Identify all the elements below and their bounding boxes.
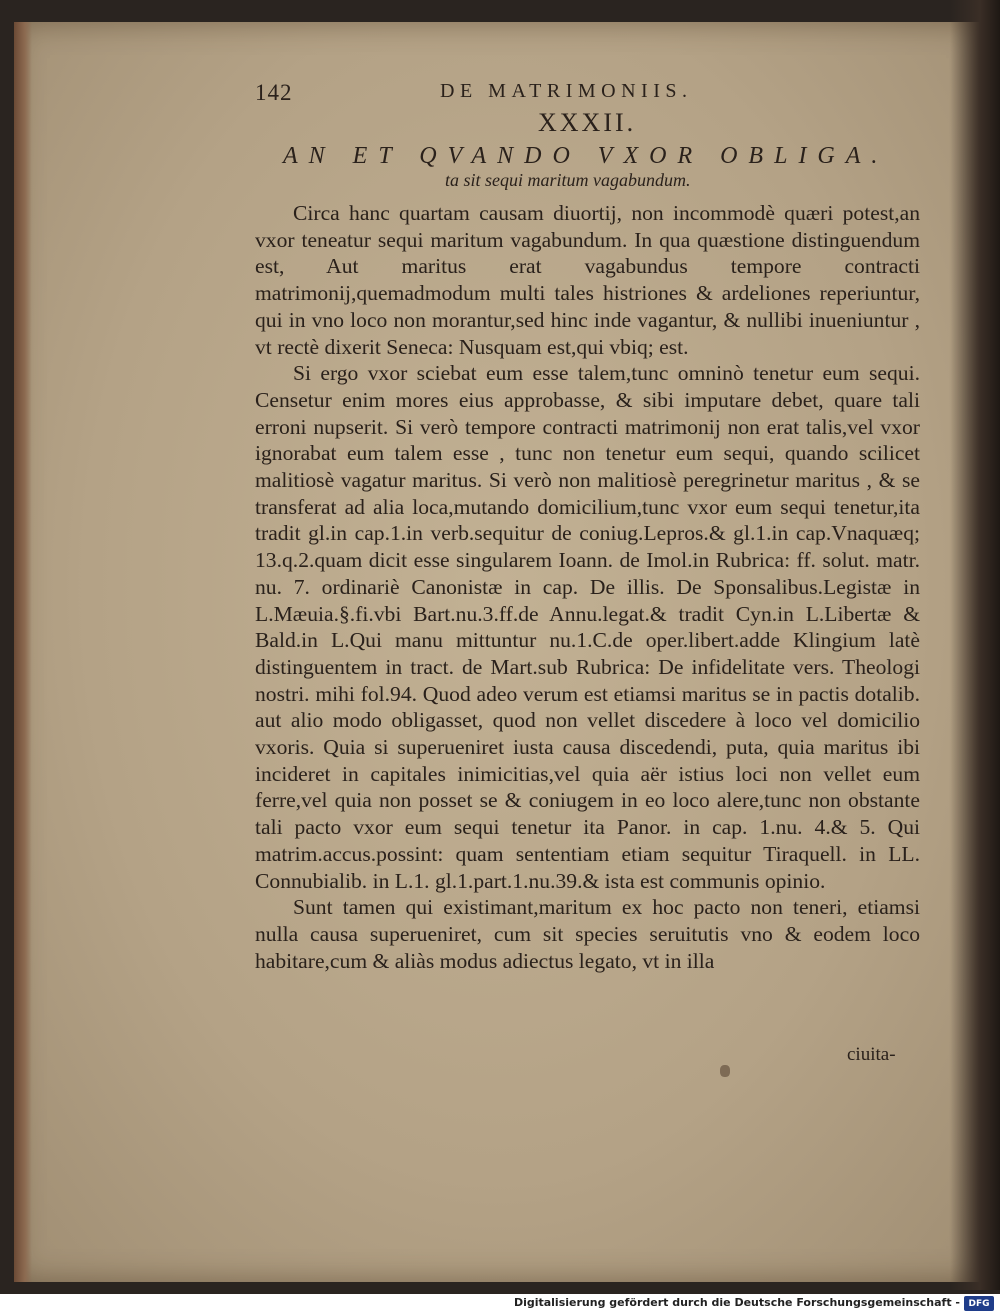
paragraph-2: Si ergo vxor sciebat eum esse talem,tunc omninò tenetur eum sequi. Censetur enim mores eius approbasse, & sibi imputare debet, quare tali erroni nupserit. Si verò tempore contracti matrimonij non erat talis,vel vxor ignorabat eum talem esse , tunc non tenetur eum sequi, quando scilicet malitiosè vagatur maritus. Si verò non malitiosè peregrinetur maritus , & se transferat ad alia loca,mutando domicilium,tunc vxor eum sequi tenetur,ita tradit gl.in cap.1.in verb.sequitur de coniug.Lepros.& gl.1.in cap.Vnaquæq; 13.q.2.quam dicit esse singularem Ioann. de Imol.in Rubrica: ff. solut. matr. nu. 7. ordinariè Canonistæ in cap. De illis. De Sponsalibus.Legistæ in L.Mæuia.§.fi.vbi Bart.nu.3.ff.de Annu.legat.& tradit Cyn.in L.Libertæ & Bald.in L.Qui manu mittuntur nu.1.C.de oper.libert.adde Klingium latè distinguentem in tract. de Mart.sub Rubrica: De infidelitate vers. Theologi nostri. mihi fol.94. Quod adeo verum est etiamsi maritus se in pactis dotalib. aut alio modo obligasset, quod non vellet discedere à loco vel domicilio vxoris. Quia si superueniret iusta causa discedendi, puta, quia maritus ibi incideret in capitales inimicitias,vel quia aër istius loci non vellet eum ferre,vel quia non posset se & coniugem in eo loco alere,tunc non obstante tali pacto vxor eum sequi tenetur ita Panor. in cap. 1.nu. 4.& 5. Qui matrim.accus.possint: quam sententiam etiam sequitur Tiraquell. in LL. Connubialib. in L.1. gl.1.part.1.nu.39.& ista est communis opinio. xyxy=(255,361,920,893)
chapter-title-line-2: ta sit sequi maritum vagabundum. xyxy=(445,170,691,190)
paragraph-1: Circa hanc quartam causam diuortij, non incommodè quæri potest,an vxor teneatur sequi maritum vagabundum. In qua quæstione distinguendum est, Aut maritus erat vagabundus tempore contracti matrimonij,quemadmodum multi tales histriones & ardeliones reperiuntur, qui in vno loco non morantur,sed hinc inde vagantur, & nullibi inueniuntur , vt rectè dixerit Seneca: Nusquam est,qui vbiq; est. xyxy=(255,201,920,359)
dfg-logo-icon: DFG xyxy=(964,1296,994,1311)
ink-smudge xyxy=(720,1065,730,1077)
body-text xyxy=(255,200,920,974)
page-binding-edge xyxy=(14,22,32,1282)
page-number: 142 xyxy=(255,80,293,105)
catchword: ciuita- xyxy=(847,1044,896,1065)
chapter-number: XXXII. xyxy=(538,108,637,137)
chapter-title-line-1: AN ET QVANDO VXOR OBLIGA. xyxy=(283,143,889,169)
paragraph-3: Sunt tamen qui existimant,maritum ex hoc pacto non teneri, etiamsi nulla causa superueniret, cum sit species seruitutis vno & eodem loco habitare,cum & aliàs modus adiectus legato, vt in illa xyxy=(255,895,920,973)
digitization-footer xyxy=(0,1294,1000,1314)
running-title: DE MATRIMONIIS. xyxy=(440,80,693,102)
page-right-edge xyxy=(950,0,1000,1290)
funding-credit: Digitalisierung gefördert durch die Deutsche Forschungsgemeinschaft - xyxy=(513,1296,960,1309)
